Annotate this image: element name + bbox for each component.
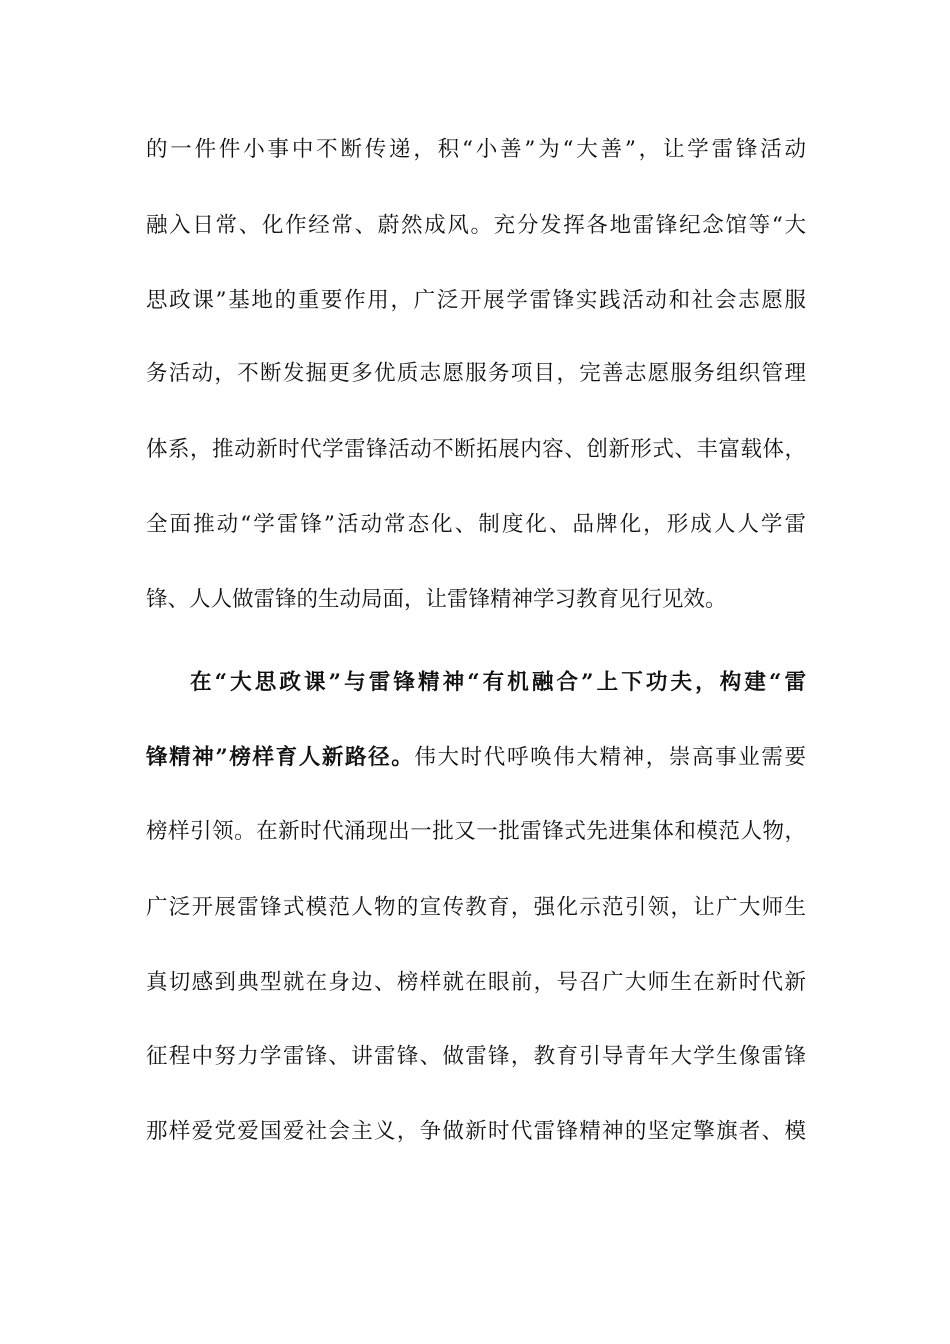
paragraph1-line-2: 融入日常、化作经常、蔚然成风。充分发挥各地雷锋纪念馆等“大 — [146, 213, 806, 238]
paragraph2-line-2 — [146, 738, 806, 778]
paragraph1-line-1: 的一件件小事中不断传递，积“小善”为“大善”，让学雷锋活动 — [146, 137, 806, 162]
paragraph1-line-4: 务活动，不断发掘更多优质志愿服务项目，完善志愿服务组织管理 — [146, 361, 806, 386]
paragraph2-line-7: 那样爱党爱国爱社会主义，争做新时代雷锋精神的坚定擎旗者、模 — [146, 1119, 806, 1144]
paragraph2-line-3: 榜样引领。在新时代涌现出一批又一批雷锋式先进集体和模范人物， — [146, 819, 806, 844]
paragraph2-heading-line-2: 锋精神”榜样育人新路径。 — [146, 745, 415, 770]
paragraph2-line-2-rest: 伟大时代呼唤伟大精神，崇高事业需要 — [414, 745, 806, 770]
paragraph1-line-5: 体系，推动新时代学雷锋活动不断拓展内容、创新形式、丰富载体， — [146, 437, 806, 462]
paragraph1-line-3: 思政课”基地的重要作用，广泛开展学雷锋实践活动和社会志愿服 — [146, 288, 806, 313]
paragraph2-heading-line-1: 在“大思政课”与雷锋精神“有机融合”上下功夫，构建“雷 — [190, 670, 806, 695]
paragraph2-line-4: 广泛开展雷锋式模范人物的宣传教育，强化示范引领，让广大师生 — [146, 895, 806, 920]
paragraph1-line-6: 全面推动“学雷锋”活动常态化、制度化、品牌化，形成人人学雷 — [146, 512, 806, 537]
paragraph1-line-7: 锋、人人做雷锋的生动局面，让雷锋精神学习教育见行见效。 — [146, 587, 727, 612]
paragraph2-line-6: 征程中努力学雷锋、讲雷锋、做雷锋，教育引导青年大学生像雷锋 — [146, 1044, 806, 1069]
paragraph2-line-5: 真切感到典型就在身边、榜样就在眼前，号召广大师生在新时代新 — [146, 970, 806, 995]
